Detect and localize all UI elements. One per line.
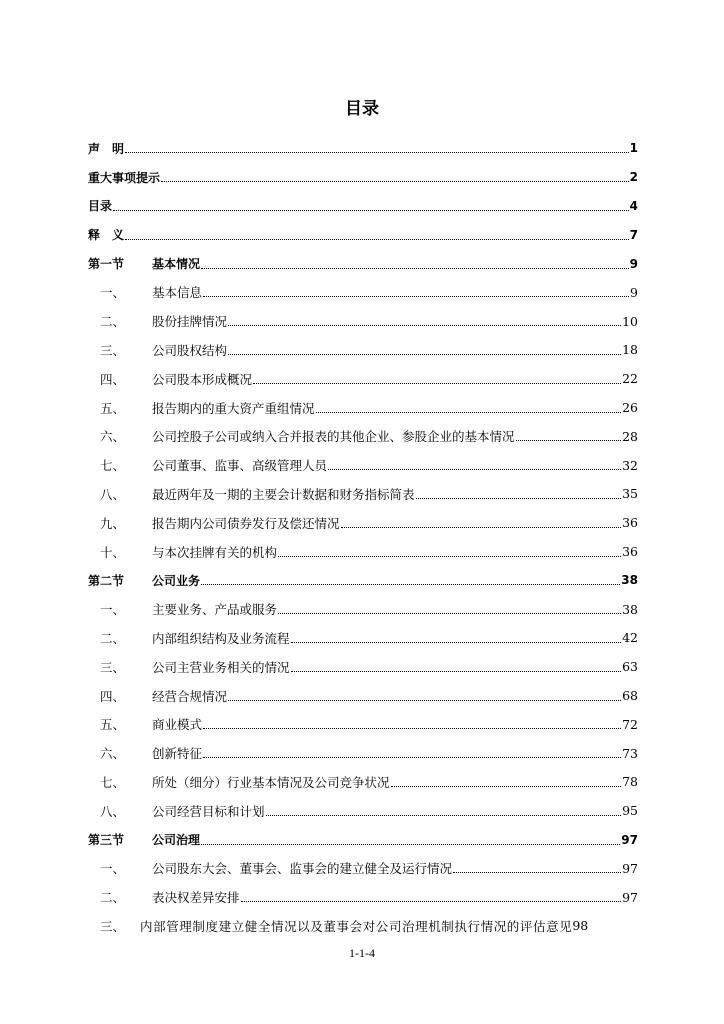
dot-leader bbox=[391, 785, 622, 787]
toc-entry-page: 42 bbox=[622, 630, 638, 646]
toc-entry-number: 八、 bbox=[100, 803, 126, 819]
toc-entry-title: 释 义 bbox=[88, 228, 125, 243]
page-title: 目录 bbox=[345, 99, 379, 119]
toc-entry-title: 重大事项提示 bbox=[88, 170, 161, 185]
toc-entry-title: 公司业务 bbox=[152, 573, 201, 588]
toc-entry-title: 报告期内的重大资产重组情况 bbox=[152, 400, 315, 416]
toc-entry[interactable] bbox=[88, 595, 638, 624]
dot-leader bbox=[266, 814, 622, 816]
toc-entry-number: 五、 bbox=[100, 717, 126, 733]
dot-leader bbox=[201, 583, 620, 585]
dot-leader bbox=[125, 151, 629, 153]
toc-entry[interactable] bbox=[88, 278, 638, 307]
toc-entry-page: 28 bbox=[622, 428, 638, 444]
toc-entry[interactable] bbox=[88, 825, 638, 854]
toc-entry-page: 36 bbox=[622, 544, 638, 560]
toc-entry[interactable] bbox=[88, 710, 638, 739]
toc-entry-page: 2 bbox=[629, 170, 638, 185]
toc-entry-page: 9 bbox=[630, 284, 638, 300]
toc-entry[interactable] bbox=[88, 422, 638, 451]
toc-entry-page: 97 bbox=[621, 832, 638, 847]
toc-entry-title: 公司经营目标和计划 bbox=[152, 803, 265, 819]
dot-leader bbox=[516, 439, 622, 441]
toc-entry-number: 十、 bbox=[100, 544, 126, 560]
dot-leader bbox=[328, 468, 621, 470]
toc-entry-page: 72 bbox=[622, 716, 638, 732]
toc-entry-page: 7 bbox=[629, 227, 638, 242]
toc-entry-title: 经营合规情况 bbox=[152, 688, 228, 704]
toc-entry[interactable] bbox=[88, 883, 638, 912]
toc-entry-title: 公司董事、监事、高级管理人员 bbox=[152, 458, 328, 474]
toc-entry-number: 二、 bbox=[100, 890, 126, 906]
dot-leader bbox=[228, 324, 621, 326]
toc-entry-page: 10 bbox=[622, 313, 638, 329]
toc-entry-number: 五、 bbox=[100, 400, 126, 416]
toc-entry-page: 97 bbox=[622, 860, 638, 876]
toc-entry-page: 32 bbox=[622, 457, 638, 473]
toc-entry[interactable] bbox=[88, 393, 638, 422]
toc-entry-number: 六、 bbox=[100, 429, 126, 445]
toc-entry-number: 三、 bbox=[100, 918, 126, 934]
toc-entry-page: 78 bbox=[622, 774, 638, 790]
toc-entry-title: 创新特征 bbox=[152, 746, 203, 762]
toc-entry[interactable] bbox=[88, 537, 638, 566]
toc-entry-number: 七、 bbox=[100, 774, 126, 790]
toc-entry-number: 一、 bbox=[100, 285, 126, 301]
dot-leader bbox=[228, 353, 621, 355]
toc-entry-page: 63 bbox=[622, 659, 638, 675]
toc-entry[interactable] bbox=[88, 854, 638, 883]
dot-leader bbox=[291, 670, 622, 672]
toc-entry-title: 股份挂牌情况 bbox=[152, 314, 228, 330]
toc-entry-title: 公司股东大会、董事会、监事会的建立健全及运行情况 bbox=[152, 861, 453, 877]
dot-leader bbox=[453, 871, 621, 873]
toc-entry-page: 97 bbox=[622, 889, 638, 905]
toc-entry-page: 36 bbox=[622, 515, 638, 531]
toc-entry-title: 内部组织结构及业务流程 bbox=[152, 630, 290, 646]
dot-leader bbox=[278, 555, 621, 557]
toc-entry-title: 主要业务、产品或服务 bbox=[152, 602, 278, 618]
toc-entry[interactable] bbox=[88, 451, 638, 480]
dot-leader bbox=[228, 699, 621, 701]
dot-leader bbox=[316, 411, 622, 413]
toc-entry-title: 内部管理制度建立健全情况以及董事会对公司治理机制执行情况的评估意见 bbox=[140, 918, 573, 934]
toc-entry-title: 与本次挂牌有关的机构 bbox=[152, 544, 278, 560]
toc-entry-number: 四、 bbox=[100, 688, 126, 704]
toc-entry-title: 商业模式 bbox=[152, 717, 203, 733]
table-of-contents bbox=[88, 134, 638, 940]
dot-leader bbox=[201, 843, 620, 845]
toc-entry-page: 38 bbox=[622, 601, 638, 617]
toc-entry-page: 1 bbox=[629, 141, 638, 156]
toc-entry-page: 68 bbox=[622, 688, 638, 704]
toc-entry-title: 公司股权结构 bbox=[152, 342, 228, 358]
toc-entry-page: 35 bbox=[622, 486, 638, 502]
toc-entry[interactable] bbox=[88, 163, 638, 192]
toc-entry-title: 表决权差异安排 bbox=[152, 890, 240, 906]
toc-entry-number: 四、 bbox=[100, 371, 126, 387]
toc-entry-title: 公司股本形成概况 bbox=[152, 371, 253, 387]
toc-entry[interactable] bbox=[88, 652, 638, 681]
toc-entry-page: 73 bbox=[622, 745, 638, 761]
toc-entry[interactable] bbox=[88, 624, 638, 653]
toc-entry[interactable] bbox=[88, 768, 638, 797]
dot-leader bbox=[113, 209, 629, 211]
toc-entry[interactable] bbox=[88, 480, 638, 509]
toc-entry-page: 38 bbox=[621, 573, 638, 588]
toc-entry-title: 基本信息 bbox=[152, 285, 203, 301]
toc-entry-number: 二、 bbox=[100, 314, 126, 330]
toc-entry-number: 八、 bbox=[100, 486, 126, 502]
toc-entry[interactable] bbox=[88, 192, 638, 221]
toc-entry-title: 目录 bbox=[88, 199, 113, 214]
toc-entry-title: 所处（细分）行业基本情况及公司竞争状况 bbox=[152, 774, 390, 790]
toc-entry[interactable] bbox=[88, 912, 638, 941]
toc-entry-number: 第一节 bbox=[88, 257, 125, 272]
toc-entry-title: 声 明 bbox=[88, 141, 125, 156]
toc-entry[interactable] bbox=[88, 566, 638, 595]
toc-entry-page: 9 bbox=[629, 256, 638, 271]
dot-leader bbox=[291, 641, 622, 643]
toc-entry[interactable] bbox=[88, 134, 638, 163]
dot-leader bbox=[125, 238, 629, 240]
toc-entry-number: 一、 bbox=[100, 602, 126, 618]
toc-entry-page: 95 bbox=[622, 803, 638, 819]
dot-leader bbox=[161, 180, 629, 182]
toc-entry-page: 22 bbox=[622, 371, 638, 387]
toc-entry-page: 98 bbox=[572, 918, 589, 934]
toc-entry[interactable] bbox=[88, 508, 638, 537]
page-number: 1-1-4 bbox=[349, 946, 375, 960]
toc-entry-title: 公司治理 bbox=[152, 833, 201, 848]
toc-entry-number: 二、 bbox=[100, 630, 126, 646]
dot-leader bbox=[203, 727, 621, 729]
toc-entry-page: 4 bbox=[629, 198, 638, 213]
dot-leader bbox=[341, 526, 622, 528]
toc-entry[interactable] bbox=[88, 220, 638, 249]
toc-entry-number: 六、 bbox=[100, 746, 126, 762]
toc-entry[interactable] bbox=[88, 307, 638, 336]
toc-entry[interactable] bbox=[88, 739, 638, 768]
dot-leader bbox=[416, 497, 622, 499]
toc-entry-title: 最近两年及一期的主要会计数据和财务指标简表 bbox=[152, 486, 415, 502]
toc-entry-page: 26 bbox=[622, 400, 638, 416]
toc-entry-title: 报告期内公司债券发行及偿还情况 bbox=[152, 515, 340, 531]
toc-entry-title: 公司控股子公司或纳入合并报表的其他企业、参股企业的基本情况 bbox=[152, 429, 515, 445]
toc-entry-number: 三、 bbox=[100, 342, 126, 358]
toc-entry-number: 第三节 bbox=[88, 833, 125, 848]
toc-entry[interactable] bbox=[88, 796, 638, 825]
dot-leader bbox=[241, 900, 622, 902]
dot-leader bbox=[203, 295, 629, 297]
toc-entry[interactable] bbox=[88, 681, 638, 710]
dot-leader bbox=[203, 756, 621, 758]
toc-entry-number: 七、 bbox=[100, 458, 126, 474]
toc-entry-page: 18 bbox=[622, 342, 638, 358]
toc-entry-number: 九、 bbox=[100, 515, 126, 531]
toc-entry-number: 三、 bbox=[100, 659, 126, 675]
toc-entry[interactable] bbox=[88, 364, 638, 393]
dot-leader bbox=[201, 267, 629, 269]
toc-entry-number: 第二节 bbox=[88, 573, 125, 588]
toc-entry-title: 公司主营业务相关的情况 bbox=[152, 659, 290, 675]
toc-entry[interactable] bbox=[88, 249, 638, 278]
dot-leader bbox=[278, 612, 621, 614]
toc-entry-title: 基本情况 bbox=[152, 257, 201, 272]
toc-entry[interactable] bbox=[88, 336, 638, 365]
toc-entry-number: 一、 bbox=[100, 861, 126, 877]
dot-leader bbox=[253, 382, 621, 384]
